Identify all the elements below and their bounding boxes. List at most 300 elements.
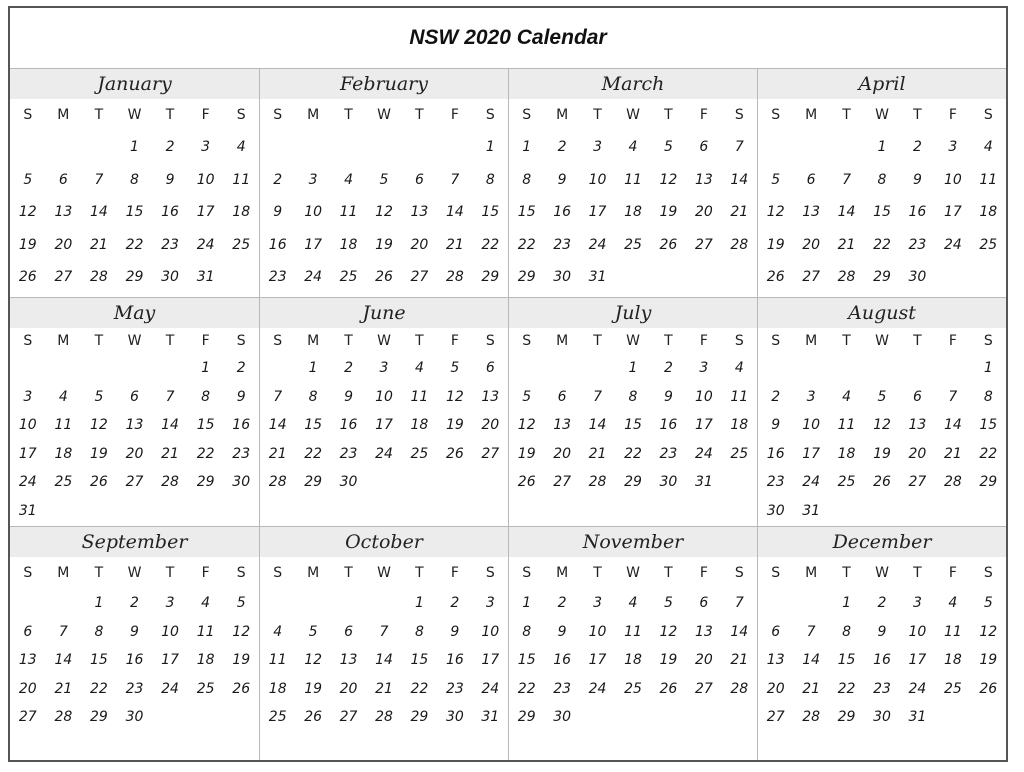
day-cell: 6 [912,388,922,405]
weekday-label: W [875,565,889,581]
day-cell: 2 [344,360,354,377]
day-cell: 1 [983,360,993,377]
day-cell: 13 [553,417,572,434]
weekday-label: T [344,333,353,349]
day-cell: 20 [18,680,37,697]
weekday-label: W [377,565,391,581]
week-row [260,383,508,412]
day-cell: 21 [943,445,962,462]
week-row [758,618,1006,647]
weekday-header-row [10,99,259,131]
week-row [10,196,259,229]
week-row [260,411,508,440]
day-cell: 1 [94,595,104,612]
day-cell: 5 [450,360,460,377]
weekday-label: W [875,107,889,123]
day-cell: 23 [553,236,572,253]
day-cell: 25 [943,680,962,697]
day-cell: 10 [588,623,607,640]
week-row [758,411,1006,440]
weekday-label: T [842,565,851,581]
day-cell: 27 [694,680,713,697]
day-cell: 30 [445,709,464,726]
day-cell: 17 [588,204,607,221]
weekday-label: S [522,333,532,349]
day-cell: 26 [517,474,536,491]
day-cell: 11 [730,388,749,405]
week-row [260,261,508,294]
day-cell: 4 [948,595,958,612]
day-cell: 17 [908,652,927,669]
month-may [10,297,259,526]
weekday-label: T [94,107,104,123]
weekday-label: M [307,565,320,581]
day-cell: 4 [201,595,211,612]
day-cell: 23 [232,445,251,462]
weekday-label: M [307,107,320,123]
weekday-label: F [699,565,708,581]
week-row [758,675,1006,704]
weekday-label: T [913,565,922,581]
day-cell: 15 [304,417,323,434]
weekday-label: T [842,333,851,349]
day-cell: 24 [18,474,37,491]
day-cell: 13 [481,388,500,405]
day-cell: 25 [979,236,998,253]
day-cell: 16 [232,417,251,434]
day-cell: 7 [734,139,744,156]
day-cell: 28 [943,474,962,491]
day-cell: 13 [694,171,713,188]
day-cell: 3 [23,388,33,405]
month-august [757,297,1006,526]
weekday-label: F [201,333,210,349]
day-cell: 18 [232,204,251,221]
day-cell: 14 [943,417,962,434]
day-cell: 12 [766,204,785,221]
day-cell: 6 [557,388,567,405]
weekday-label: S [236,107,246,123]
day-cell: 9 [236,388,246,405]
day-cell: 29 [517,709,536,726]
day-cell: 14 [161,417,179,434]
day-cell: 25 [196,680,215,697]
day-cell: 29 [873,269,891,286]
week-row [10,354,259,383]
day-cell: 10 [802,417,821,434]
weekday-label: S [522,107,532,123]
day-cell: 12 [979,623,998,640]
week-row [10,646,259,675]
day-cell: 23 [161,236,179,253]
day-cell: 26 [445,445,464,462]
week-row [509,468,757,497]
weekday-label: S [273,107,283,123]
day-cell: 16 [125,652,144,669]
day-cell: 27 [410,269,429,286]
day-cell: 3 [485,595,495,612]
day-cell: 2 [273,171,283,188]
day-cell: 23 [766,474,785,491]
day-cell: 6 [414,171,424,188]
day-cell: 24 [908,680,927,697]
month-name: April [758,69,1006,99]
day-cell: 29 [410,709,429,726]
day-cell: 14 [730,171,749,188]
weekday-label: W [875,333,889,349]
day-cell: 13 [410,204,429,221]
day-cell: 17 [161,652,179,669]
day-cell: 2 [130,595,139,612]
day-cell: 18 [196,652,215,669]
day-cell: 2 [557,595,567,612]
day-cell: 1 [201,360,211,377]
month-march [508,68,757,297]
day-cell: 27 [802,269,821,286]
day-cell: 10 [588,171,607,188]
weekday-label: T [842,107,851,123]
day-cell: 5 [23,171,33,188]
day-cell: 19 [304,680,323,697]
month-name: May [10,298,259,328]
day-cell: 28 [802,709,821,726]
week-row [260,354,508,383]
weekday-label: M [805,107,818,123]
weekday-label: S [983,565,993,581]
day-cell: 3 [201,139,211,156]
day-cell: 24 [161,680,179,697]
day-cell: 15 [837,652,856,669]
day-cell: 14 [90,204,108,221]
day-cell: 26 [979,680,998,697]
day-cell: 16 [873,652,891,669]
day-cell: 10 [375,388,393,405]
day-cell: 11 [943,623,962,640]
weekday-label: M [57,565,70,581]
day-cell: 7 [593,388,603,405]
month-name: June [260,298,508,328]
month-name: December [758,527,1006,557]
day-cell: 22 [517,236,536,253]
day-cell: 14 [837,204,856,221]
weekday-label: T [165,107,175,123]
day-cell: 14 [375,652,393,669]
month-october [259,526,508,760]
day-cell: 26 [18,269,37,286]
day-cell: 28 [268,474,287,491]
day-cell: 12 [304,652,323,669]
week-row [10,411,259,440]
day-cell: 5 [94,388,104,405]
day-cell: 23 [659,445,678,462]
day-cell: 21 [54,680,73,697]
day-cell: 13 [54,204,73,221]
weekday-label: M [556,565,569,581]
day-cell: 31 [588,269,607,286]
day-cell: 26 [90,474,108,491]
weekday-label: M [57,107,70,123]
weekday-label: S [522,565,532,581]
day-cell: 10 [908,623,927,640]
day-cell: 10 [18,417,37,434]
day-cell: 13 [908,417,927,434]
day-cell: 17 [802,445,821,462]
weekday-label: W [127,333,142,349]
day-cell: 1 [877,139,887,156]
day-cell: 24 [196,236,215,253]
day-cell: 30 [766,502,785,519]
week-row [10,468,259,497]
weekday-label: T [165,565,175,581]
day-cell: 5 [522,388,532,405]
day-cell: 23 [873,680,891,697]
day-cell: 8 [130,171,139,188]
weekday-label: T [593,107,602,123]
weekday-label: F [201,565,210,581]
day-cell: 28 [730,236,749,253]
day-cell: 14 [802,652,821,669]
day-cell: 11 [837,417,856,434]
weekday-header-row [758,99,1006,131]
month-september [10,526,259,760]
weekday-label: S [485,107,495,123]
day-cell: 13 [125,417,144,434]
week-row [509,131,757,164]
day-cell: 2 [236,360,246,377]
day-cell: 4 [734,360,744,377]
day-cell: 4 [273,623,283,640]
week-row [509,164,757,197]
day-cell: 13 [18,652,37,669]
page-title: NSW 2020 Calendar [409,26,607,49]
weekday-label: S [23,565,33,581]
day-cell: 4 [344,171,354,188]
day-cell: 25 [624,680,642,697]
day-cell: 5 [663,139,673,156]
day-cell: 4 [414,360,424,377]
day-cell: 13 [694,623,713,640]
day-cell: 1 [130,139,139,156]
day-cell: 3 [593,139,603,156]
week-row [260,646,508,675]
day-cell: 20 [694,204,713,221]
day-cell: 18 [268,680,287,697]
day-cell: 7 [734,595,744,612]
weekday-label: M [556,333,569,349]
day-cell: 20 [694,652,713,669]
week-row [260,675,508,704]
weekday-label: T [415,333,424,349]
day-cell: 2 [912,139,922,156]
week-row [10,440,259,469]
weekday-label: S [734,565,744,581]
weekday-label: S [771,565,781,581]
day-cell: 6 [23,623,33,640]
week-row [10,675,259,704]
day-cell: 20 [908,445,927,462]
day-cell: 24 [694,445,713,462]
day-cell: 11 [410,388,429,405]
day-cell: 21 [161,445,179,462]
day-cell: 2 [165,139,175,156]
day-cell: 19 [659,652,678,669]
weekday-label: S [734,107,744,123]
day-cell: 18 [979,204,998,221]
day-cell: 25 [837,474,856,491]
day-cell: 22 [196,445,215,462]
day-cell: 28 [54,709,73,726]
day-cell: 22 [481,236,500,253]
weekday-label: F [948,565,957,581]
day-cell: 16 [766,445,785,462]
day-cell: 9 [130,623,139,640]
weekday-label: T [165,333,175,349]
day-cell: 17 [588,652,607,669]
week-row [509,703,757,732]
day-cell: 13 [766,652,785,669]
week-row [758,440,1006,469]
day-cell: 22 [304,445,323,462]
day-cell: 7 [94,171,104,188]
week-row [509,589,757,618]
day-cell: 1 [628,360,638,377]
day-cell: 1 [522,595,532,612]
month-july [508,297,757,526]
day-cell: 12 [659,171,678,188]
day-cell: 16 [553,204,572,221]
month-name: November [509,527,757,557]
day-cell: 8 [201,388,211,405]
week-row [509,354,757,383]
month-name: February [260,69,508,99]
weekday-label: S [983,107,993,123]
day-cell: 18 [837,445,856,462]
day-cell: 27 [553,474,572,491]
day-cell: 27 [481,445,500,462]
day-cell: 5 [663,595,673,612]
day-cell: 24 [588,680,607,697]
day-cell: 16 [339,417,358,434]
day-cell: 12 [18,204,37,221]
day-cell: 8 [94,623,104,640]
weekday-label: T [913,333,922,349]
day-cell: 19 [232,652,251,669]
day-cell: 11 [54,417,73,434]
day-cell: 16 [659,417,678,434]
day-cell: 6 [344,623,354,640]
day-cell: 11 [196,623,215,640]
day-cell: 6 [771,623,781,640]
day-cell: 29 [196,474,215,491]
day-cell: 30 [553,269,572,286]
day-cell: 17 [304,236,323,253]
day-cell: 20 [481,417,500,434]
day-cell: 19 [979,652,998,669]
day-cell: 1 [414,595,424,612]
day-cell: 23 [908,236,927,253]
day-cell: 23 [445,680,464,697]
day-cell: 26 [659,680,678,697]
day-cell: 29 [837,709,856,726]
day-cell: 12 [517,417,536,434]
weekday-label: T [344,565,353,581]
day-cell: 28 [90,269,108,286]
weekday-label: M [805,565,818,581]
day-cell: 19 [445,417,464,434]
day-cell: 28 [445,269,464,286]
day-cell: 29 [517,269,536,286]
weekday-header-row [758,328,1006,354]
day-cell: 8 [877,171,887,188]
week-row [758,468,1006,497]
weekday-label: W [626,565,640,581]
day-cell: 27 [766,709,785,726]
day-cell: 11 [624,171,642,188]
day-cell: 16 [268,236,287,253]
week-row [758,229,1006,262]
day-cell: 14 [268,417,287,434]
day-cell: 31 [18,502,37,519]
day-cell: 12 [232,623,251,640]
week-row [758,261,1006,294]
day-cell: 6 [130,388,139,405]
day-cell: 1 [485,139,495,156]
day-cell: 8 [842,623,852,640]
day-cell: 22 [90,680,108,697]
weekday-label: W [127,565,142,581]
day-cell: 18 [624,652,642,669]
day-cell: 25 [232,236,251,253]
day-cell: 8 [983,388,993,405]
day-cell: 5 [308,623,318,640]
day-cell: 9 [771,417,781,434]
week-row [260,164,508,197]
day-cell: 27 [18,709,37,726]
week-row [260,618,508,647]
day-cell: 24 [375,445,393,462]
month-name: March [509,69,757,99]
day-cell: 24 [588,236,607,253]
day-cell: 3 [699,360,709,377]
weekday-header-row [509,557,757,589]
day-cell: 20 [766,680,785,697]
day-cell: 18 [624,204,642,221]
week-row [758,383,1006,412]
day-cell: 11 [232,171,251,188]
day-cell: 27 [125,474,144,491]
day-cell: 16 [161,204,179,221]
day-cell: 15 [624,417,642,434]
day-cell: 22 [979,445,998,462]
day-cell: 18 [943,652,962,669]
day-cell: 7 [58,623,68,640]
weekday-label: W [626,107,640,123]
weekday-label: S [771,107,781,123]
day-cell: 31 [908,709,927,726]
day-cell: 4 [842,388,852,405]
week-row [10,589,259,618]
day-cell: 29 [304,474,323,491]
week-row [509,229,757,262]
week-row [260,131,508,164]
day-cell: 8 [522,623,532,640]
day-cell: 31 [481,709,500,726]
day-cell: 12 [375,204,393,221]
day-cell: 15 [410,652,429,669]
day-cell: 17 [943,204,962,221]
day-cell: 17 [694,417,713,434]
day-cell: 3 [379,360,389,377]
